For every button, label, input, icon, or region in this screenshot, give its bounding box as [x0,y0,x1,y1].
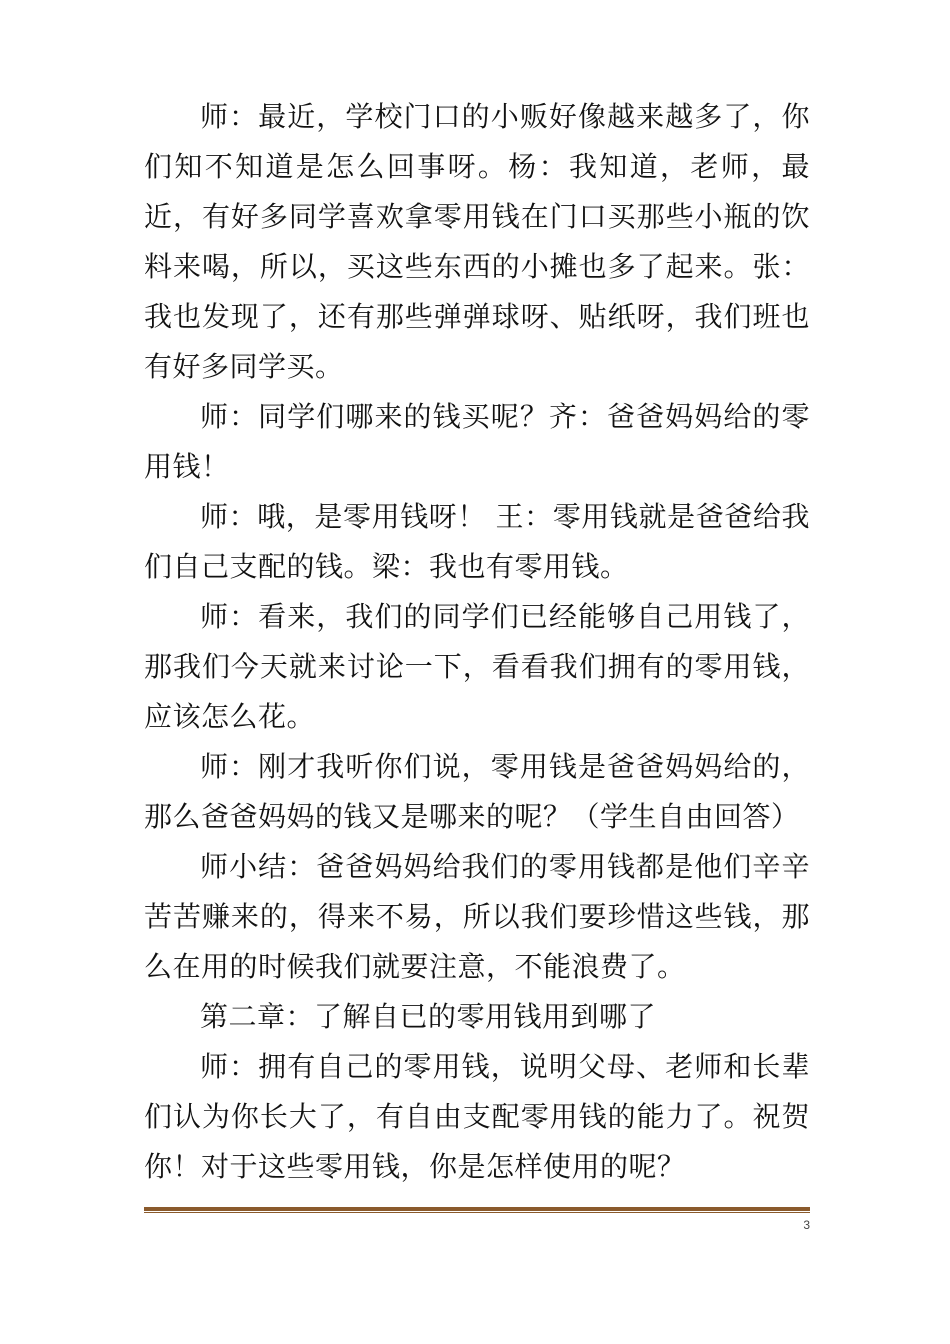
paragraph-1: 师：最近，学校门口的小贩好像越来越多了，你们知不知道是怎么回事呀。杨：我知道，老师，最近，有好多同学喜欢拿零用钱在门口买那些小瓶的饮料来喝，所以，买这些东西的小摊也多了起来。张：我也发现了，还有那些弹弹球呀、贴纸呀，我们班也有好多同学买。 [144,100,810,383]
paragraph-5: 师：刚才我听你们说，零用钱是爸爸妈妈给的，那么爸爸妈妈的钱又是哪来的呢？（学生自由回答） [144,750,810,833]
paragraph-6-summary: 师小结：爸爸妈妈给我们的零用钱都是他们辛辛苦苦赚来的，得来不易，所以我们要珍惜这些钱，那么在用的时候我们就要注意，不能浪费了。 [144,850,810,983]
chapter-heading: 第二章：了解自已的零用钱用到哪了 [200,1000,657,1033]
page-number: 3 [803,1218,810,1232]
paragraph-8: 师：拥有自己的零用钱，说明父母、老师和长辈们认为你长大了，有自由支配零用钱的能力了。祝贺你！对于这些零用钱，你是怎样使用的呢？ [144,1050,810,1183]
document-body [144,92,810,1192]
footer-divider [144,1207,810,1213]
paragraph-4: 师：看来，我们的同学们已经能够自己用钱了，那我们今天就来讨论一下，看看我们拥有的零用钱，应该怎么花。 [144,600,810,733]
paragraph-2: 师：同学们哪来的钱买呢？齐：爸爸妈妈给的零用钱！ [144,400,810,483]
paragraph-3: 师：哦，是零用钱呀！ 王：零用钱就是爸爸给我们自己支配的钱。梁：我也有零用钱。 [144,500,810,583]
